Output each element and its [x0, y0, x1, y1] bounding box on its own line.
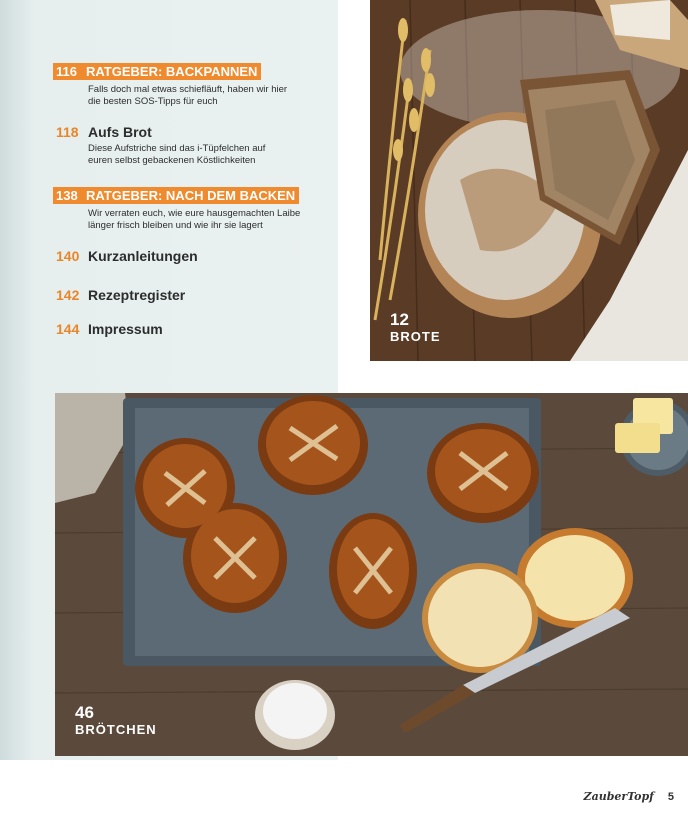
toc-description — [88, 84, 328, 108]
toc-description — [88, 143, 328, 167]
caption-number: 46 — [75, 703, 94, 722]
toc-title: RATGEBER: BACKPANNEN — [86, 64, 258, 79]
toc-description — [88, 208, 328, 232]
toc-entry-header — [53, 187, 299, 204]
toc-page-number: 140 — [56, 248, 80, 264]
toc-title: RATGEBER: NACH DEM BACKEN — [86, 188, 296, 203]
toc-page-number: 142 — [56, 287, 80, 303]
toc-entry-header — [56, 248, 198, 264]
toc-page-number: 138 — [56, 188, 78, 203]
toc-description-line: länger frisch bleiben und wie ihr sie lagert — [88, 220, 263, 231]
toc-entry-140[interactable] — [56, 248, 198, 264]
toc-description-line: Wir verraten euch, wie eure hausgemachten Laibe — [88, 208, 301, 219]
broetchen-photo[interactable] — [55, 393, 688, 756]
toc-title: Kurzanleitungen — [88, 248, 198, 264]
toc-page-number: 144 — [56, 321, 80, 337]
brote-caption — [390, 311, 441, 345]
toc-entry-header — [56, 287, 185, 303]
bread-photo[interactable] — [370, 0, 688, 361]
toc-description-line: Falls doch mal etwas schiefläuft, haben wir hier — [88, 84, 288, 95]
toc-page-number: 116 — [56, 64, 77, 79]
caption-label: BRÖTCHEN — [75, 722, 157, 737]
toc-page-number: 118 — [56, 124, 79, 140]
broetchen-caption — [75, 704, 157, 738]
bread-illustration — [370, 0, 688, 361]
toc-title: Impressum — [88, 321, 163, 337]
toc-entry-116[interactable] — [56, 63, 328, 108]
toc-entry-header — [53, 63, 261, 80]
toc-entry-144[interactable] — [56, 321, 163, 337]
toc-title: Aufs Brot — [88, 124, 152, 140]
brand-logo: ZauberTopf — [583, 790, 654, 803]
pretzel-rolls-illustration — [55, 393, 688, 756]
toc-title: Rezeptregister — [88, 287, 186, 303]
page-number: 5 — [667, 790, 674, 803]
toc-entry-118[interactable] — [56, 124, 328, 167]
caption-number: 12 — [390, 310, 409, 329]
toc-entry-138[interactable] — [56, 187, 328, 232]
toc-entry-142[interactable] — [56, 287, 185, 303]
toc-description-line: die besten SOS-Tipps für euch — [88, 96, 218, 107]
toc-entry-header — [56, 321, 163, 337]
toc-description-line: euren selbst gebackenen Köstlichkeiten — [88, 155, 256, 166]
toc-entry-header — [56, 124, 328, 140]
toc-description-line: Diese Aufstriche sind das i-Tüpfelchen auf — [88, 143, 266, 154]
page-footer — [584, 790, 674, 803]
caption-label: BROTE — [390, 329, 441, 344]
